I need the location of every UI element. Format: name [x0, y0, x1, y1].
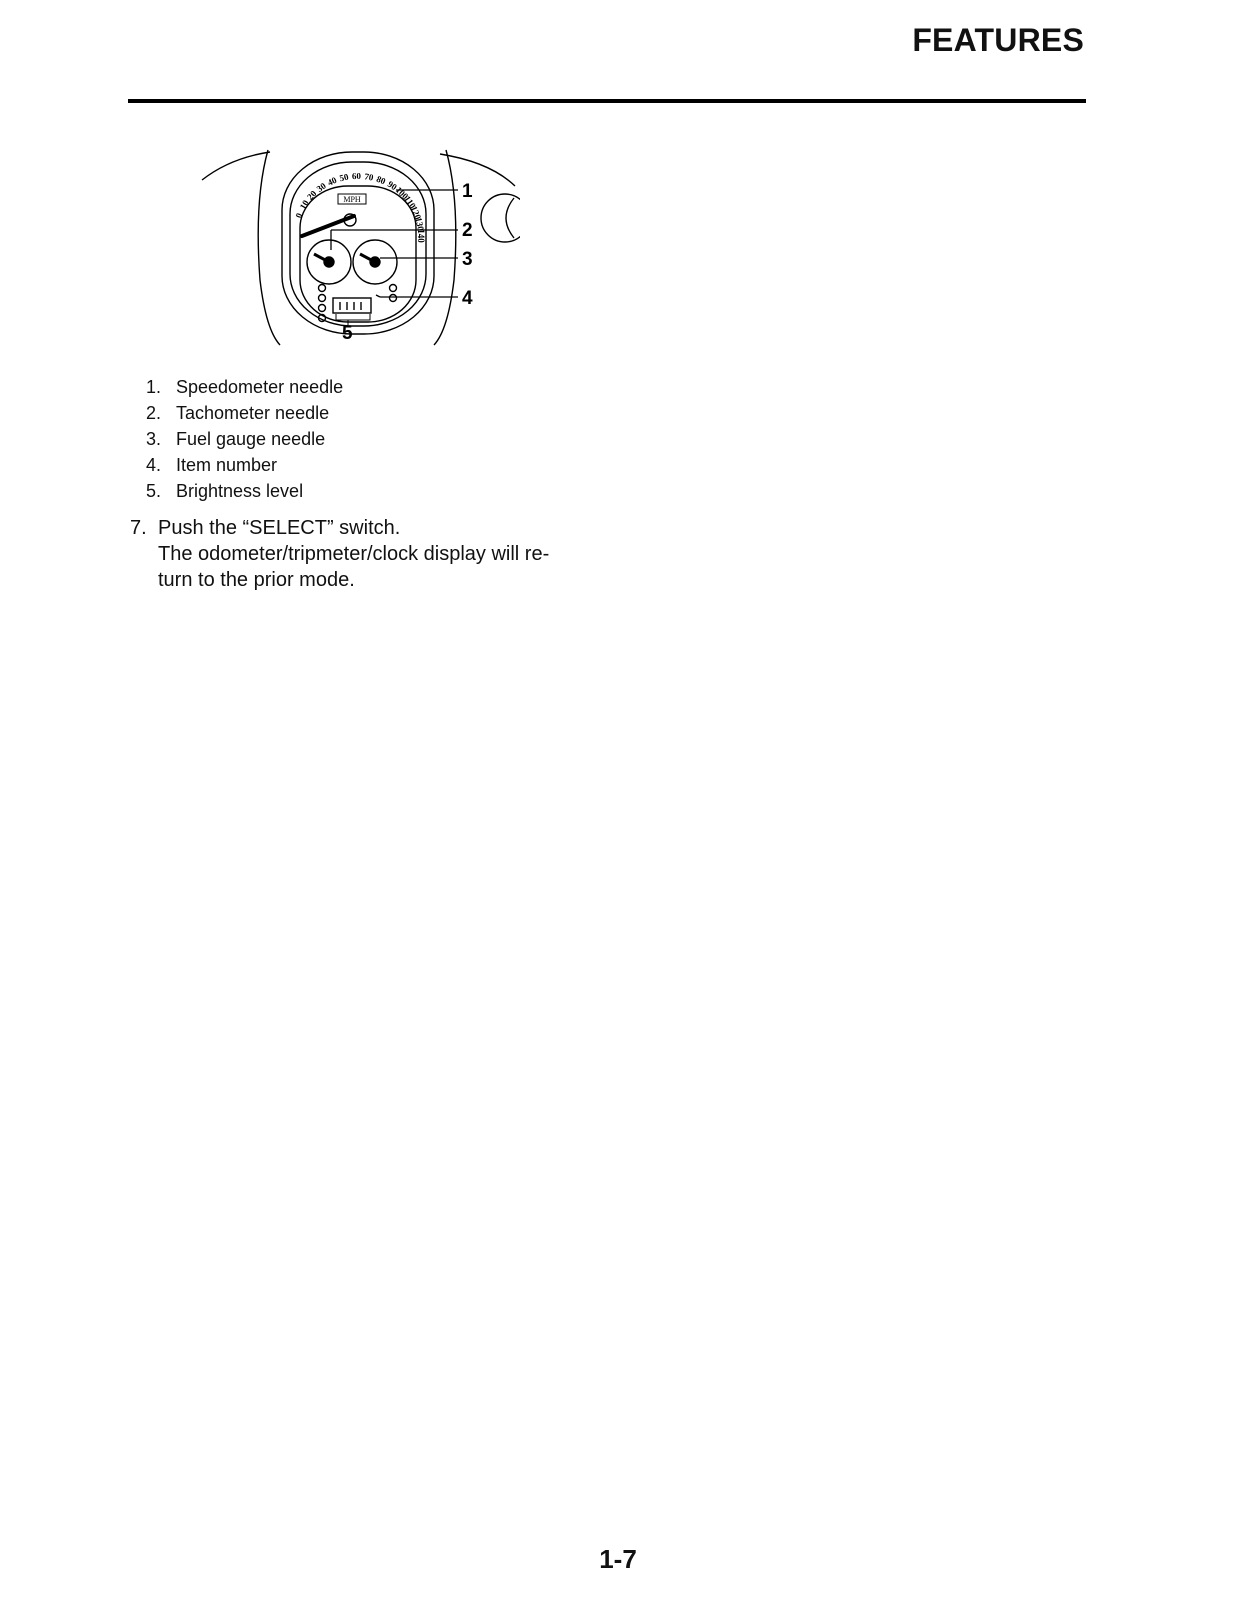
speed-mark: 120 [408, 204, 424, 221]
speed-mark: 90 [385, 178, 399, 193]
meter-drawing [200, 140, 520, 350]
speed-mark: 130 [413, 216, 426, 232]
legend-number: 4. [146, 455, 162, 475]
callout-2: 2 [462, 220, 473, 241]
legend-item [146, 426, 343, 452]
step-number: 7. [130, 517, 147, 539]
speed-mark: 30 [314, 180, 328, 194]
callout-4: 4 [462, 288, 473, 309]
legend-text: Item number [176, 455, 278, 475]
speed-mark: 50 [338, 171, 350, 184]
speed-mark: 100 [393, 184, 411, 202]
instruction-step [130, 515, 590, 593]
speed-mark: 140 [416, 229, 426, 243]
speed-mark: 0 [293, 211, 305, 220]
step-line-3: turn to the prior mode. [158, 569, 355, 591]
header-rule [128, 99, 1086, 103]
legend-text: Speedometer needle [176, 377, 344, 397]
legend-item [146, 452, 343, 478]
speed-mark: 20 [305, 188, 319, 202]
legend-text: Fuel gauge needle [176, 429, 326, 449]
legend-item [146, 374, 343, 400]
speed-mark: 110 [402, 194, 418, 211]
legend-number: 5. [146, 481, 162, 501]
speed-mark: 70 [363, 171, 375, 183]
meter-illustration [200, 140, 520, 350]
legend-number: 3. [146, 429, 162, 449]
callout-1: 1 [462, 181, 473, 202]
figure-legend [146, 374, 343, 504]
speed-mark: 10 [297, 198, 311, 212]
legend-text: Brightness level [176, 481, 304, 501]
legend-item [146, 478, 343, 504]
page-title: FEATURES [912, 22, 1084, 58]
speed-mark: 60 [351, 170, 362, 182]
speed-mark: 40 [325, 174, 339, 188]
page-number: 1-7 [599, 1544, 637, 1574]
callout-5: 5 [342, 323, 353, 344]
legend-number: 1. [146, 377, 162, 397]
legend-text: Tachometer needle [176, 403, 330, 423]
legend-item [146, 400, 343, 426]
step-line-2: The odometer/tripmeter/clock display will re- [158, 543, 550, 565]
legend-number: 2. [146, 403, 162, 423]
step-line-1: Push the “SELECT” switch. [158, 517, 401, 539]
gauge-unit-label: MPH [343, 195, 361, 204]
callout-3: 3 [462, 249, 473, 270]
speedometer-needle [302, 216, 354, 236]
speed-mark: 80 [374, 173, 388, 187]
